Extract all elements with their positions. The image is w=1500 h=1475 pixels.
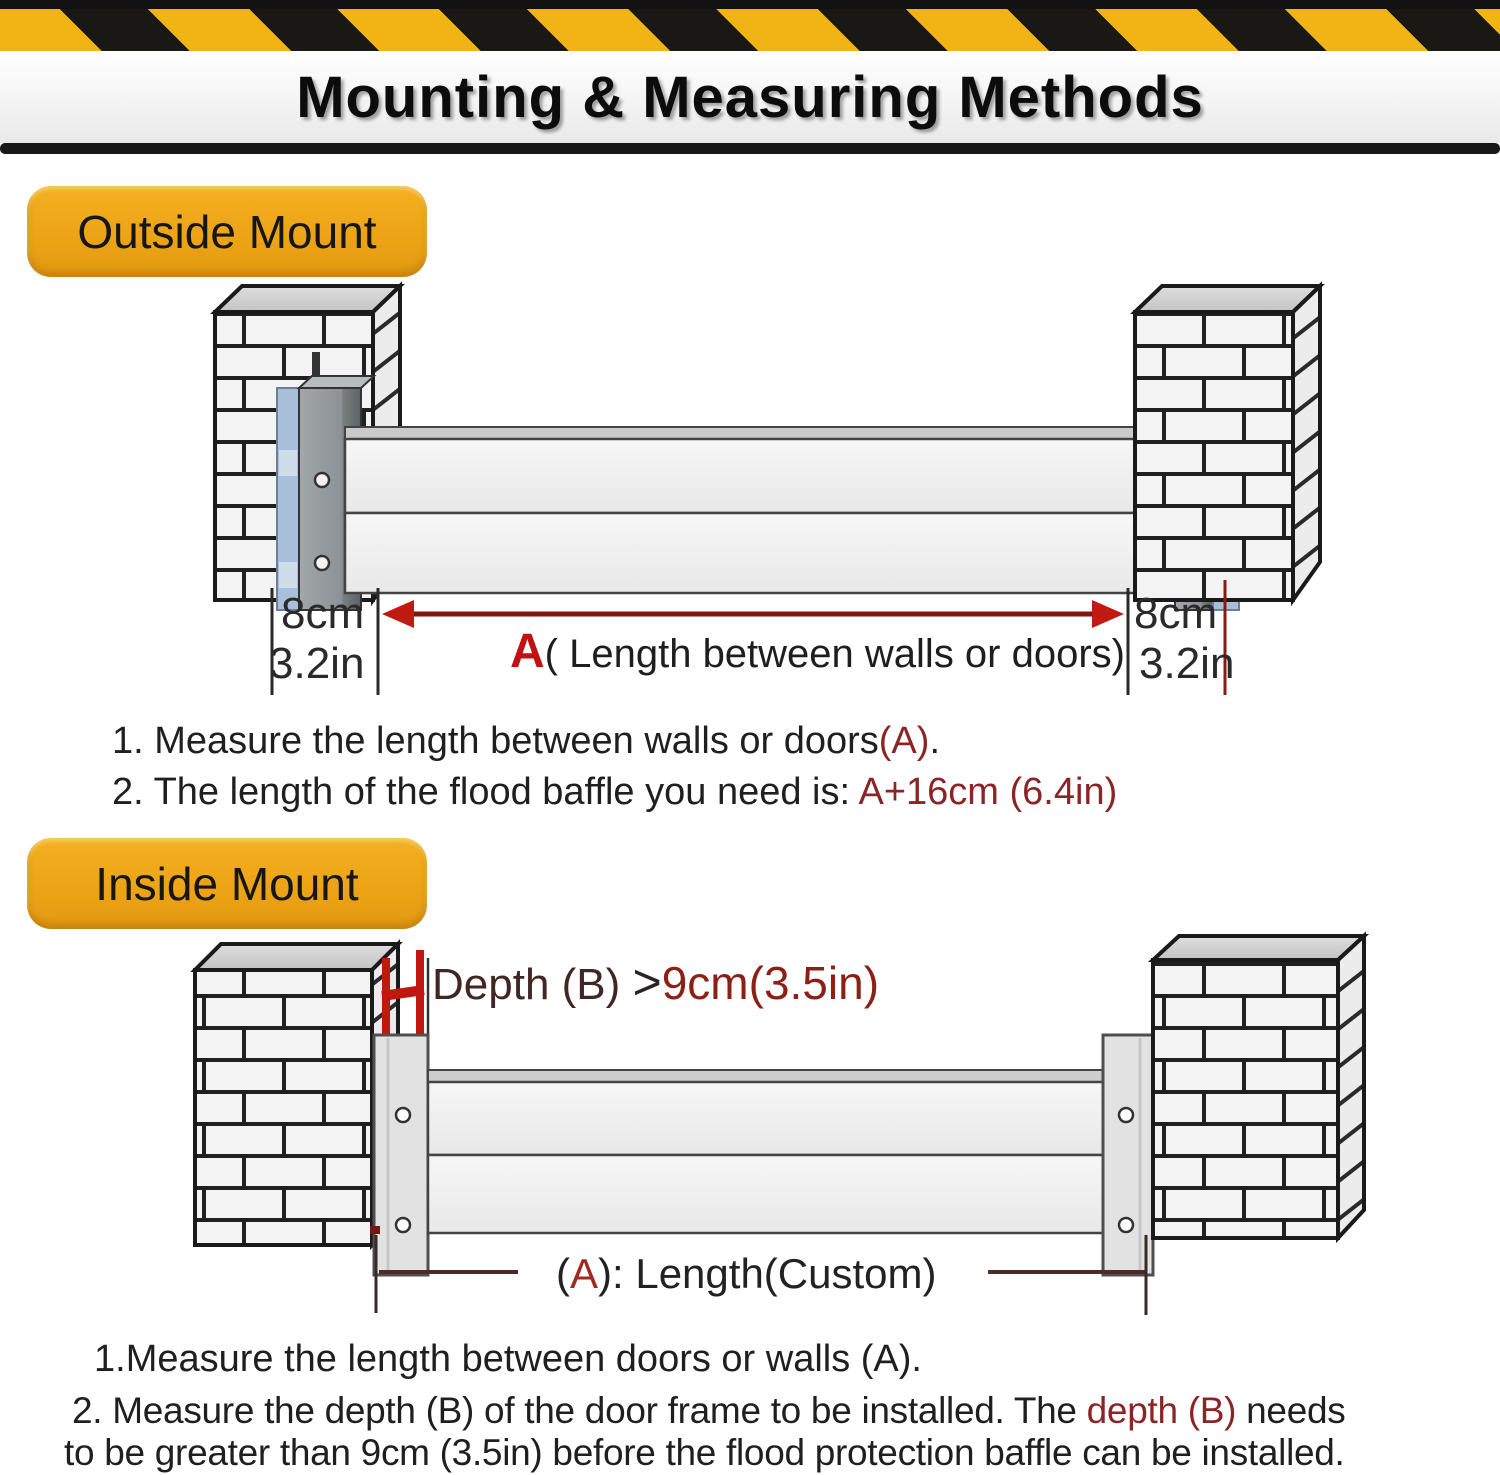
outside-mount-label [27,186,427,277]
inside-step-2-line-2: to be greater than 9cm (3.5in) before the flood protection baffle can be installed. [64,1432,1345,1473]
screw-hole [315,473,329,487]
inside-left-bracket [370,1035,428,1275]
length-letter-a: A [570,1250,599,1297]
span-length-label [510,627,1125,677]
depth-requirement-label [432,956,879,1009]
page-title: Mounting & Measuring Methods [296,64,1204,130]
span-label-text: ( Length between walls or doors) [544,632,1125,676]
outside-mount-instructions [112,716,1117,818]
inside-left-brick-pillar [195,944,398,1245]
left-offset-cm-label: 8cm [281,589,365,638]
step-text: 2. The length of the flood baffle you need is: [112,771,859,813]
length-label-text: ): Length(Custom) [598,1250,937,1297]
inside-mount-label-text: Inside Mount [95,857,359,910]
outside-right-brick-pillar [1135,286,1320,600]
step-text: 1. Measure the length between walls or doors [112,720,879,762]
step-highlight: A+16cm (6.4in) [858,771,1118,813]
inside-right-brick-pillar [1153,936,1364,1238]
step-text: needs [1236,1390,1346,1431]
depth-label-text: Depth (B) [432,960,633,1009]
outside-flood-barrier-panels [345,427,1175,593]
greater-than-symbol: > [632,954,662,1010]
left-offset-in-label: 3.2in [269,639,365,688]
outside-step-1 [112,716,1117,767]
inside-step-1: 1.Measure the length between doors or walls (A). [94,1338,922,1380]
inside-mount-label [27,838,427,929]
right-offset-cm-label: 8cm [1134,589,1218,638]
screw-hole [1119,1108,1133,1122]
step-text: 2. Measure the depth (B) of the door frame to be installed. The [72,1390,1087,1431]
inside-step-2-line-1 [72,1390,1345,1432]
screw-hole [1119,1218,1133,1232]
top-border-bar [0,0,1500,9]
outside-mount-label-text: Outside Mount [77,205,377,258]
step-highlight: depth (B) [1086,1390,1237,1431]
screw-hole [315,556,329,570]
right-offset-in-label: 3.2in [1139,639,1235,688]
hazard-stripe-banner [0,9,1500,51]
outside-step-2 [112,767,1117,818]
custom-length-label [556,1252,936,1296]
title-band [0,51,1500,143]
screw-hole [396,1108,410,1122]
paren-open: ( [556,1250,570,1297]
depth-value-text: 9cm(3.5in) [661,957,880,1009]
span-letter-a: A [510,625,545,678]
step-highlight: (A) [878,720,930,762]
inside-flood-barrier-panels [428,1070,1103,1233]
screw-hole [396,1218,410,1232]
step-text: . [929,720,940,762]
title-divider-bar [0,143,1500,154]
